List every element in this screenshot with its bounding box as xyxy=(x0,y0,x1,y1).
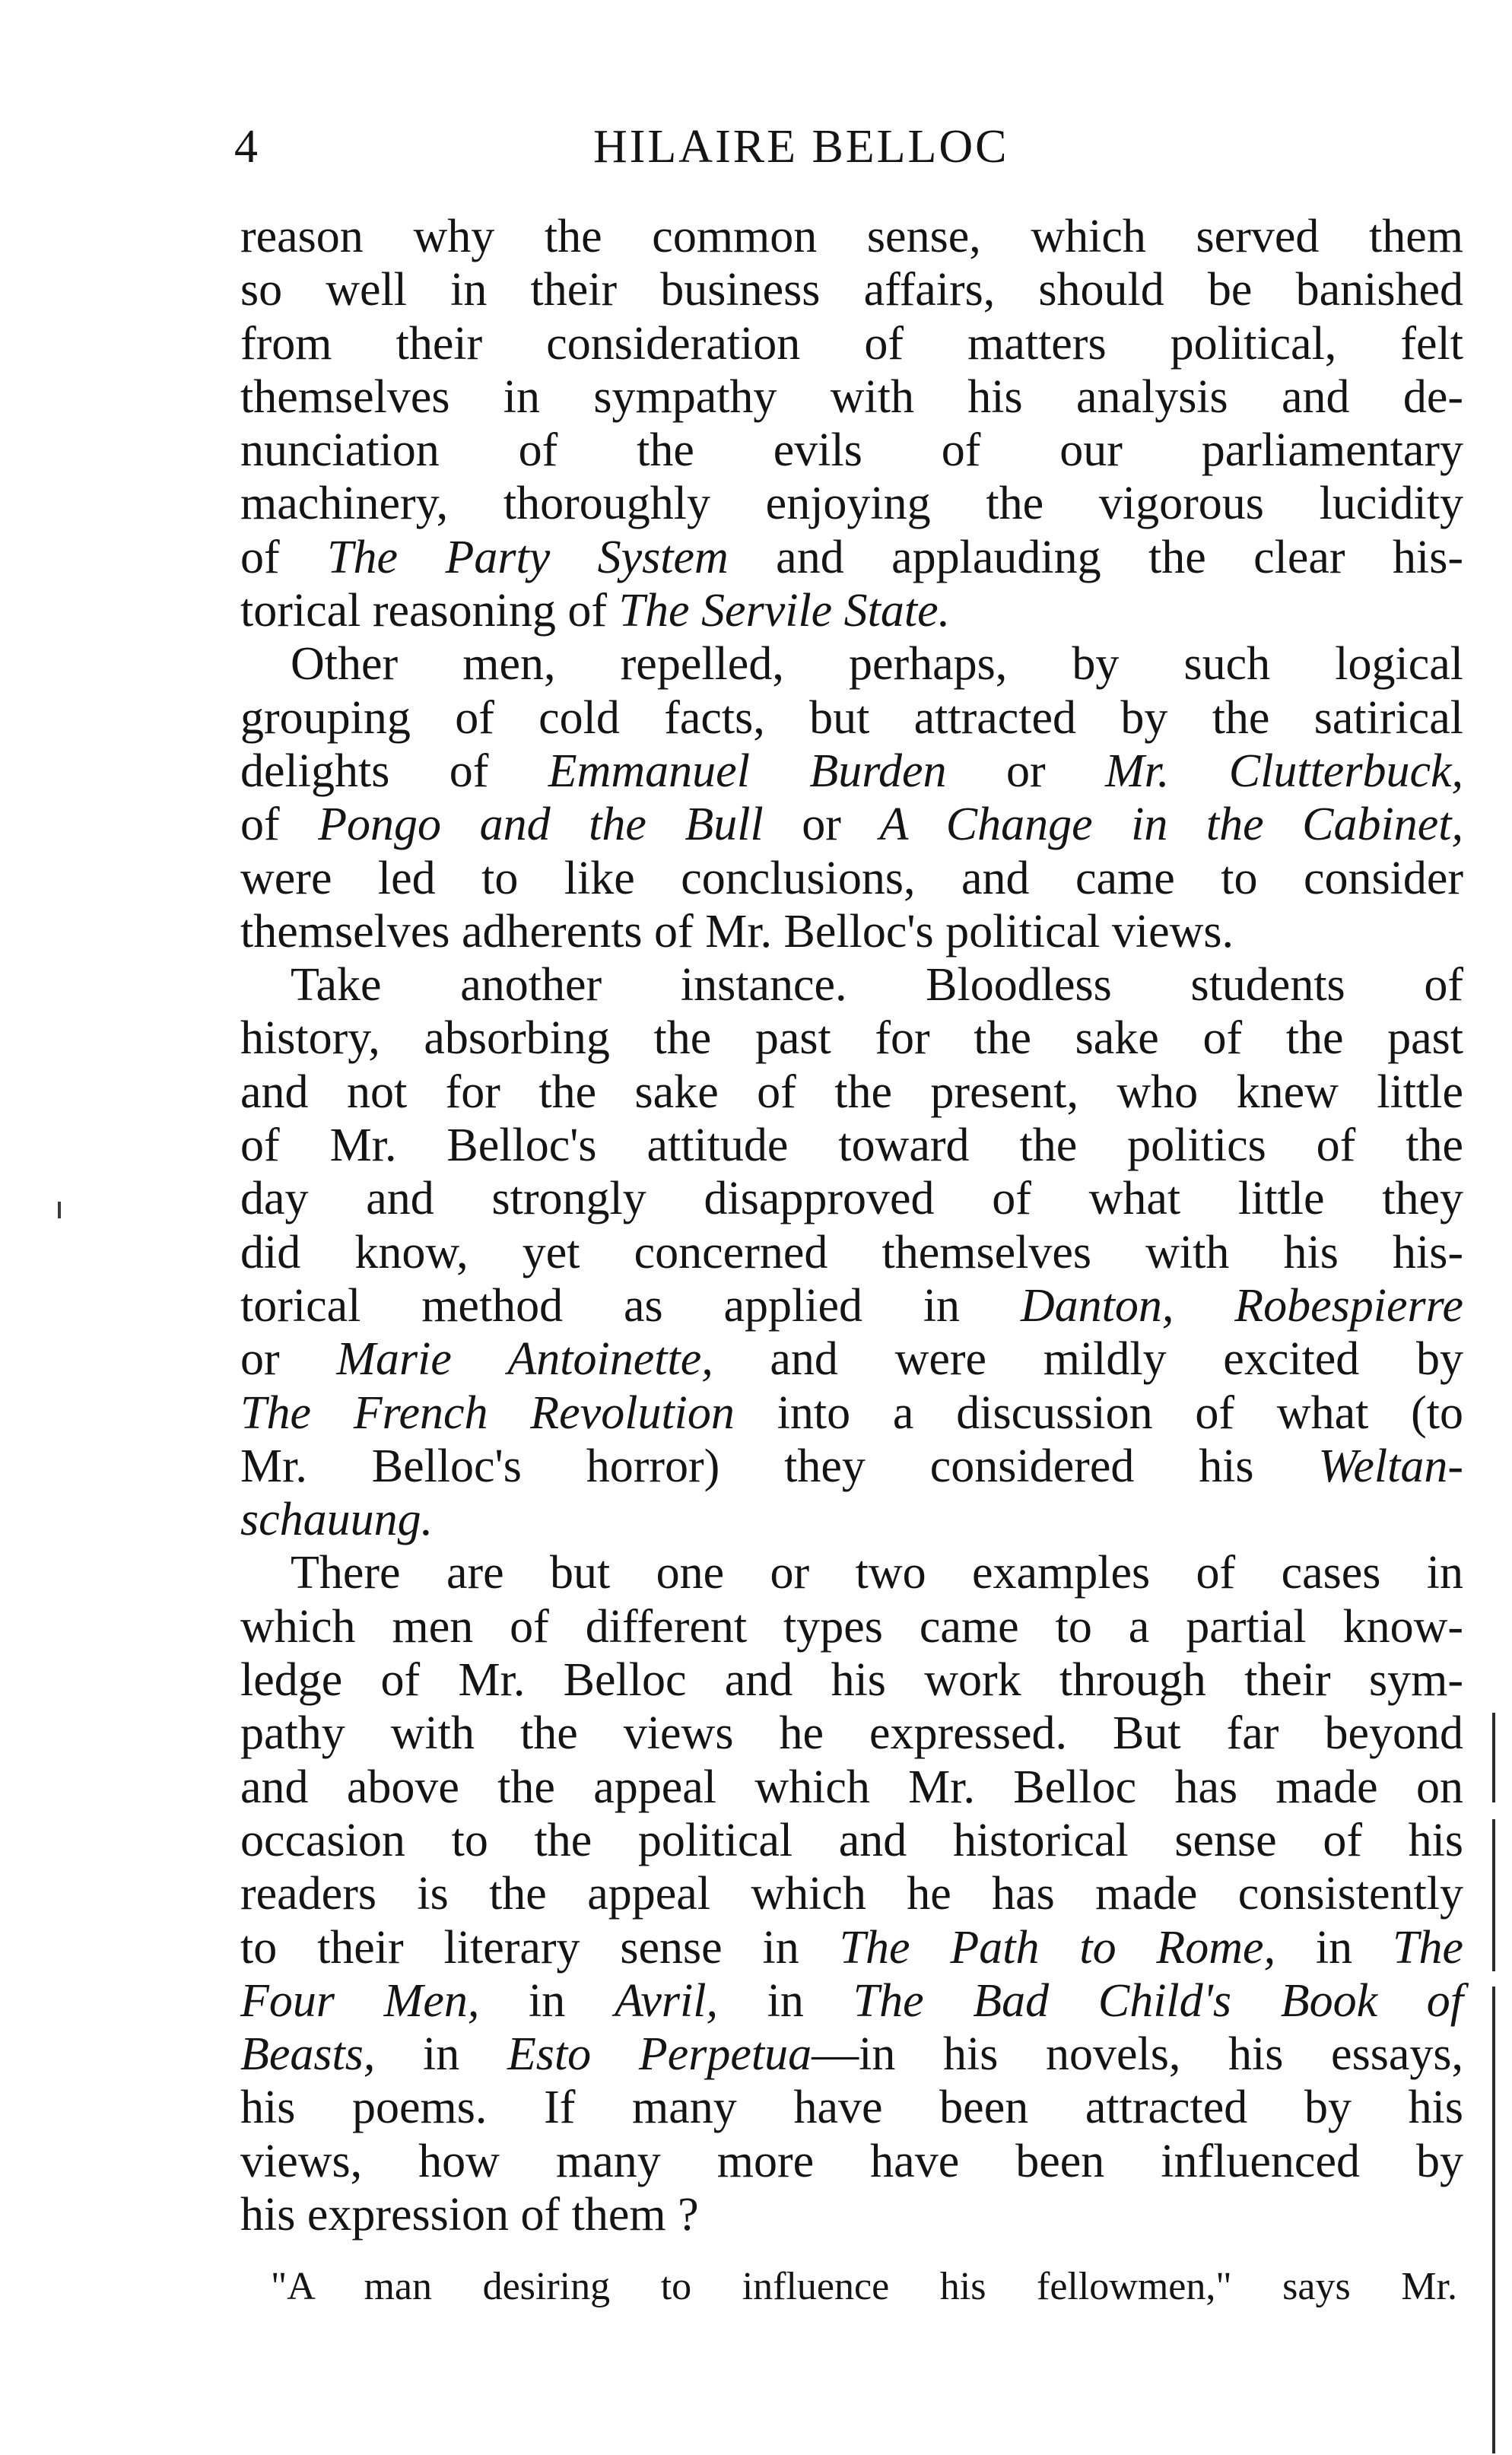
text-line xyxy=(240,1332,1463,1386)
text-line xyxy=(240,424,1463,477)
text-line xyxy=(240,584,1463,637)
text-line xyxy=(240,1546,1463,1599)
foreign-term: schauung. xyxy=(240,1494,434,1546)
book-title: The Party System xyxy=(327,531,729,583)
foreign-term: Weltan- xyxy=(1318,1440,1463,1492)
book-title: The xyxy=(1392,1921,1463,1974)
text-line xyxy=(240,531,1463,584)
text-line xyxy=(240,477,1463,530)
book-title: The Bad Child's Book of xyxy=(853,1974,1464,2027)
text-run: or xyxy=(763,799,880,851)
text-line xyxy=(240,1600,1463,1653)
text-line xyxy=(240,905,1463,958)
text-run: reason why the common sense, which served them xyxy=(240,211,1463,262)
text-line xyxy=(240,1172,1463,1225)
body-text xyxy=(240,210,1463,2241)
book-title: The French Revolution xyxy=(240,1386,735,1439)
text-line xyxy=(240,2135,1463,2188)
text-run: Take another instance. Bloodless students of xyxy=(291,959,1463,1012)
text-run: in xyxy=(1275,1921,1393,1974)
book-title: Beasts, xyxy=(240,2028,376,2081)
page-edge-mark xyxy=(1492,1819,1495,1971)
text-run: in xyxy=(375,2028,507,2081)
text-run: themselves in sympathy with his analysis and de- xyxy=(240,370,1463,423)
book-title: Pongo and the Bull xyxy=(318,799,764,851)
text-run: of xyxy=(240,799,319,851)
text-line xyxy=(240,691,1463,745)
text-run: and above the appeal which Mr. Belloc has made on xyxy=(240,1761,1463,1813)
text-line xyxy=(240,2188,1463,2241)
text-line xyxy=(240,2081,1463,2134)
text-run: his poems. If many have been attracted by his xyxy=(240,2082,1463,2134)
text-run: ledge of Mr. Belloc and his work through their sym- xyxy=(240,1654,1463,1707)
text-run: grouping of cold facts, but attracted by the satirical xyxy=(240,691,1463,744)
book-title: Mr. Clutterbuck, xyxy=(1104,745,1463,797)
text-line xyxy=(240,745,1463,798)
text-run: delights of xyxy=(240,745,548,797)
text-run: of xyxy=(240,531,328,583)
text-run: did know, yet concerned themselves with his his- xyxy=(240,1226,1463,1278)
book-title: Avril, xyxy=(614,1974,719,2027)
book-title: The Servile State. xyxy=(618,585,951,637)
text-line xyxy=(240,1279,1463,1332)
text-run: and applauding the clear his- xyxy=(728,531,1463,583)
book-title: Danton, Robespierre xyxy=(1020,1279,1463,1332)
text-line xyxy=(240,1386,1463,1440)
book-title: Emmanuel Burden xyxy=(548,745,947,797)
book-title: Marie Antoinette, xyxy=(336,1333,713,1386)
text-line xyxy=(240,1653,1463,1707)
text-run: occasion to the political and historical sense of his xyxy=(240,1814,1463,1866)
text-line xyxy=(240,1761,1463,1814)
text-line xyxy=(240,637,1463,691)
text-run: torical method as applied in xyxy=(240,1279,1021,1332)
text-run: themselves adherents of Mr. Belloc's political views. xyxy=(240,905,1234,958)
text-line xyxy=(240,1226,1463,1279)
text-line xyxy=(240,1493,1463,1546)
text-run: nunciation of the evils of our parliamentary xyxy=(240,424,1463,477)
text-run: machinery, thoroughly enjoying the vigorous lucidity xyxy=(240,478,1463,530)
text-run: into a discussion of what (to xyxy=(734,1386,1463,1439)
page-number: 4 xyxy=(234,121,258,173)
book-title: The Path to Rome, xyxy=(839,1921,1276,1974)
text-line xyxy=(240,1814,1463,1867)
text-line xyxy=(240,1066,1463,1119)
text-run: pathy with the views he expressed. But far beyond xyxy=(240,1707,1463,1760)
text-run: or xyxy=(946,745,1105,797)
text-run: in xyxy=(479,1974,615,2027)
text-line xyxy=(240,1867,1463,1920)
text-run: and not for the sake of the present, who knew little xyxy=(240,1066,1463,1118)
text-run: readers is the appeal which he has made consistently xyxy=(240,1868,1463,1920)
text-line xyxy=(240,317,1463,370)
text-run: day and strongly disapproved of what little they xyxy=(240,1173,1463,1225)
text-run: his expression of them ? xyxy=(240,2188,699,2241)
text-run: were led to like conclusions, and came to consider xyxy=(240,852,1463,904)
text-line xyxy=(240,958,1463,1012)
text-run: from their consideration of matters political, felt xyxy=(240,317,1463,370)
book-title: Esto Perpetua xyxy=(507,2028,812,2081)
text-run: or xyxy=(240,1333,337,1386)
running-head: HILAIRE BELLOC xyxy=(593,121,1009,173)
text-run: so well in their business affairs, should be banished xyxy=(240,264,1463,316)
text-run: —in his novels, his essays, xyxy=(812,2028,1463,2081)
text-run: and were mildly excited by xyxy=(713,1333,1463,1386)
text-run: to their literary sense in xyxy=(240,1921,840,1974)
text-line xyxy=(240,263,1463,316)
text-line xyxy=(240,1921,1463,1974)
text-line xyxy=(240,852,1463,905)
text-run: There are but one or two examples of cases in xyxy=(291,1547,1463,1599)
text-line xyxy=(240,2028,1463,2081)
text-run: history, absorbing the past for the sake of the past xyxy=(240,1012,1463,1065)
page-edge-mark xyxy=(1492,1713,1495,1802)
next-paragraph-quote: "A man desiring to influence his fellowmen," says Mr. xyxy=(271,2265,1457,2308)
text-line xyxy=(240,1119,1463,1172)
text-line xyxy=(240,1440,1463,1493)
text-line xyxy=(240,1012,1463,1065)
text-line xyxy=(240,1974,1463,2028)
book-title: A Change in the Cabinet, xyxy=(879,799,1463,851)
page-edge-mark xyxy=(1492,1987,1495,2453)
margin-mark xyxy=(58,1202,61,1218)
text-run: views, how many more have been influenced by xyxy=(240,2135,1463,2187)
text-run: Mr. Belloc's horror) they considered his xyxy=(240,1440,1319,1492)
text-run: Other men, repelled, perhaps, by such logical xyxy=(291,638,1463,691)
text-run: which men of different types came to a partial know- xyxy=(240,1600,1463,1653)
text-run: torical reasoning of xyxy=(240,585,619,637)
text-line xyxy=(240,370,1463,424)
book-title: Four Men, xyxy=(240,1974,480,2027)
text-line xyxy=(240,1707,1463,1760)
text-line xyxy=(240,798,1463,851)
text-run: of Mr. Belloc's attitude toward the politics of the xyxy=(240,1120,1463,1172)
text-line xyxy=(240,210,1463,263)
text-run: in xyxy=(718,1974,853,2027)
